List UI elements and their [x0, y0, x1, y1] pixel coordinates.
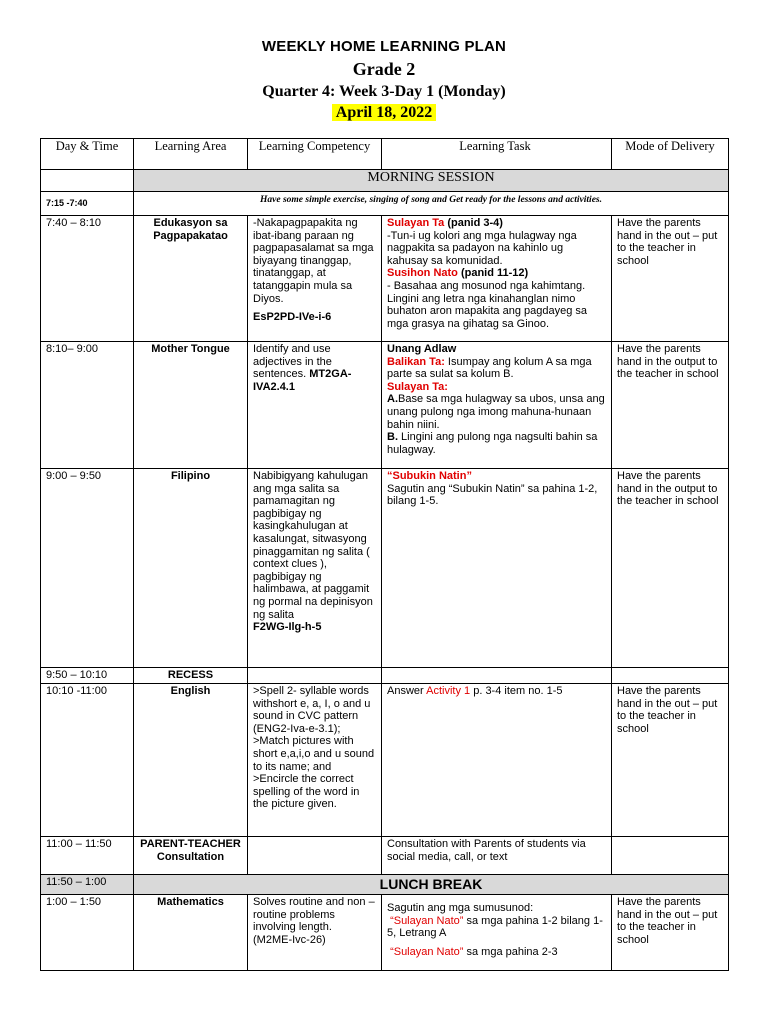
task-cell: [382, 469, 612, 668]
competency-cell: [248, 216, 382, 342]
table-row: [41, 895, 729, 971]
task-text: A.Base sa mga hulagway sa ubos, unsa ang unang pulong nga imong mahuna-hunaan bahin niini.: [387, 393, 605, 431]
time-cell: 9:50 – 10:10: [41, 668, 134, 684]
task-text: Sagutin ang “Subukin Natin” sa pahina 1-2, bilang 1-5.: [387, 482, 598, 508]
task-cell: Answer Activity 1 p. 3-4 item no. 1-5: [382, 684, 612, 837]
task-text: -Tun-i ug kolori ang mga hulagway nga nagpakita sa padayon na kahinlo ug kahusay sa komunidad.: [387, 229, 577, 267]
task-cell: Consultation with Parents of students via social media, call, or text: [382, 837, 612, 875]
competency-cell: Identify and use adjectives in the sentences. MT2GA-IVA2.4.1: [248, 342, 382, 469]
competency-cell: [248, 469, 382, 668]
table-row: [41, 342, 729, 469]
task-text: “Sulayan Nato” sa mga pahina 1-2 bilang 1-5, Letrang A: [387, 914, 603, 940]
intro-note: Have some simple exercise, singing of song and Get ready for the lessons and activities.: [134, 192, 729, 216]
learning-area-cell: Mother Tongue: [134, 342, 248, 469]
mode-cell: Have the parents hand in the output to the teacher in school: [612, 342, 729, 469]
competency-code: F2WG-Ilg-h-5: [253, 621, 322, 634]
time-cell: 7:15 -7:40: [41, 192, 134, 216]
task-text: B. Lingini ang pulong nga nagsulti bahin sa hulagway.: [387, 431, 598, 456]
col-header-competency: Learning Competency: [248, 139, 382, 170]
task-text: - Basahaa ang mosunod nga kahimtang. Lingini ang letra nga kinahanglan nimo buhaton aron mapakita ang pagdayeg sa mga grasya na gihatag sa Ginoo.: [387, 279, 587, 330]
task-heading: Unang Adlaw: [387, 343, 457, 355]
plan-title: WEEKLY HOME LEARNING PLAN: [261, 38, 507, 55]
task-heading: Sulayan Ta:: [387, 380, 448, 393]
task-heading: Susihon Nato (panid 11-12): [387, 267, 529, 280]
learning-area-cell: Mathematics: [134, 895, 248, 971]
header-row: [41, 139, 729, 170]
competency-cell: [248, 895, 382, 971]
learning-area-cell: PARENT-TEACHER Consultation: [134, 837, 248, 875]
empty-cell: [248, 837, 382, 875]
date-heading: [0, 104, 768, 122]
time-cell: 11:00 – 11:50: [41, 837, 134, 875]
quarter-heading: Quarter 4: Week 3-Day 1 (Monday): [262, 83, 506, 100]
competency-code: EsP2PD-IVe-i-6: [253, 311, 332, 324]
empty-cell: [612, 837, 729, 875]
task-heading: “Subukin Natin”: [387, 470, 472, 482]
competency-code: (M2ME-Ivc-26): [253, 933, 326, 946]
table-row: [41, 469, 729, 668]
mode-cell: Have the parents hand in the out – put to the teacher in school: [612, 216, 729, 342]
mode-cell: Have the parents hand in the output to the teacher in school: [612, 469, 729, 668]
table-row: [41, 668, 729, 684]
table-row: [41, 192, 729, 216]
task-heading: Sulayan Ta (panid 3-4): [387, 217, 503, 229]
morning-session-row: [41, 170, 729, 192]
time-cell: 8:10– 9:00: [41, 342, 134, 469]
table-row: [41, 837, 729, 875]
empty-cell: [382, 668, 612, 684]
col-header-task: Learning Task: [382, 139, 612, 170]
competency-code: MT2GA-IVA2.4.1: [253, 368, 352, 393]
col-header-mode: Mode of Delivery: [612, 139, 729, 170]
learning-area-cell: Filipino: [134, 469, 248, 668]
col-header-learning-area: Learning Area: [134, 139, 248, 170]
recess-label: RECESS: [134, 668, 248, 684]
task-activity-label: Activity 1: [426, 685, 471, 697]
lunch-row: [41, 875, 729, 895]
time-cell: 10:10 -11:00: [41, 684, 134, 837]
task-cell: [382, 216, 612, 342]
time-cell: 9:00 – 9:50: [41, 469, 134, 668]
table-row: [41, 684, 729, 837]
task-cell: [382, 342, 612, 469]
learning-plan-table: [40, 138, 729, 971]
competency-cell: >Spell 2- syllable words withshort e, a, I, o and u sound in CVC pattern (ENG2-Iva-e-3.1); >Match pictures with short e,a,i,o and u sound to its name; and >Encircle the correct spelling of the word in the picture given.: [248, 684, 382, 837]
competency-text: Nabibigyang kahulugan ang mga salita sa pamamagitan ng pagbibigay ng kasingkahulugan at kasalungat, sitwasyong pinaggamitan ng salita ( context clues ), pagbibigay ng halimbawa, at paggamit ng pormal na depinisyon ng salita: [253, 470, 373, 621]
learning-area-cell: English: [134, 684, 248, 837]
empty-cell: [612, 668, 729, 684]
competency-text: -Nakapagpapakita ng ibat-ibang paraan ng pagpapasalamat sa mga biyayang tinanggap, tinatanggap, at tatanggapin mula sa Diyos.: [253, 217, 374, 305]
date-highlight: April 18, 2022: [332, 104, 436, 121]
mode-cell: Have the parents hand in the out – put to the teacher in school: [612, 895, 729, 971]
table-row: [41, 216, 729, 342]
grade-heading: Grade 2: [352, 59, 416, 79]
col-header-day-time: Day & Time: [41, 139, 134, 170]
task-text: “Sulayan Nato” sa mga pahina 2-3: [390, 945, 558, 958]
task-text: Sagutin ang mga sumusunod:: [387, 902, 534, 914]
learning-area-cell: Edukasyon sa Pagpapakatao: [134, 216, 248, 342]
time-cell: 11:50 – 1:00: [41, 875, 134, 895]
time-cell: 1:00 – 1:50: [41, 895, 134, 971]
empty-cell: [41, 170, 134, 192]
competency-text: Solves routine and non – routine problems involving length.: [253, 896, 375, 934]
time-cell: 7:40 – 8:10: [41, 216, 134, 342]
task-cell: [382, 895, 612, 971]
empty-cell: [248, 668, 382, 684]
morning-session-label: MORNING SESSION: [134, 170, 729, 192]
mode-cell: Have the parents hand in the out – put to the teacher in school: [612, 684, 729, 837]
task-text: Balikan Ta: Isumpay ang kolum A sa mga parte sa sulat sa kolum B.: [387, 355, 592, 381]
lunch-break-label: LUNCH BREAK: [134, 875, 729, 895]
